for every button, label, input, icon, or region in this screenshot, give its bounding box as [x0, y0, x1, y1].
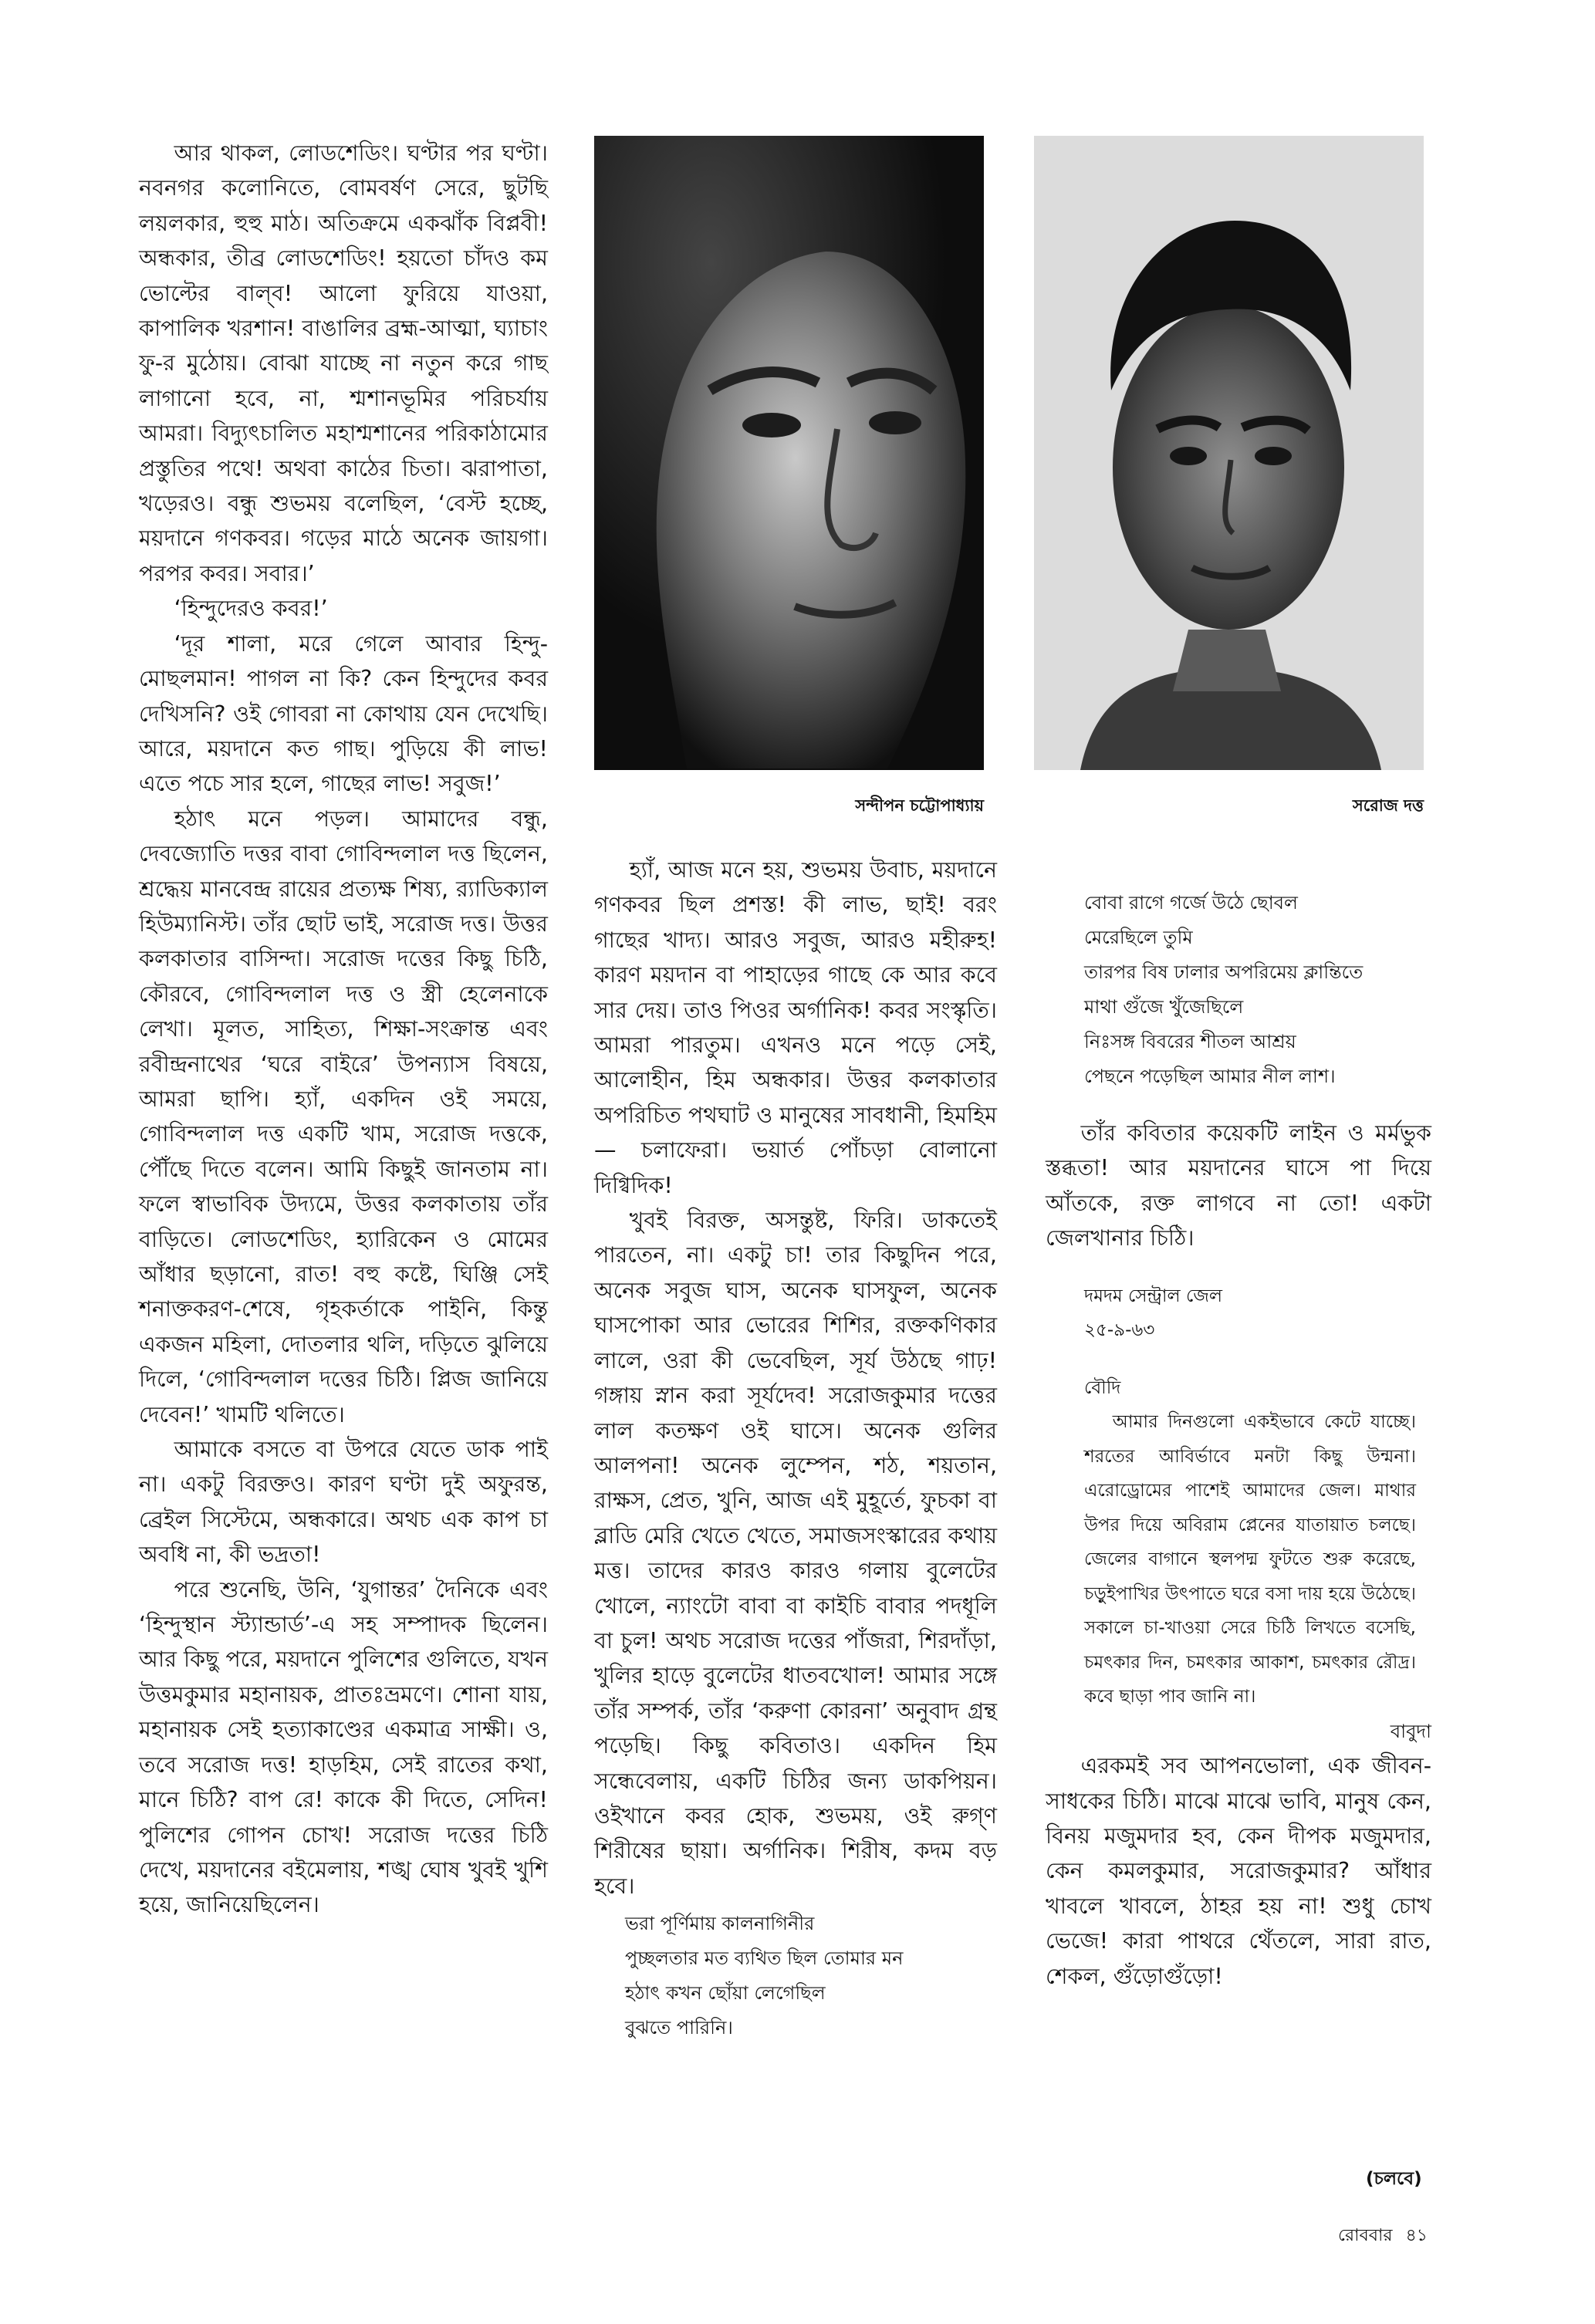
- portrait-photo-icon: [594, 136, 984, 770]
- paragraph: ‘হিন্দুদেরও কবর!’: [174, 596, 328, 622]
- paragraph: পরে শুনেছি, উনি, ‘যুগান্তর’ দৈনিকে এবং ‘হিন্দুস্থান স্ট্যান্ডার্ড’-এ সহ সম্পাদক ছিলেন। আর কিছু পরে, ময়দানে পুলিশের গুলিতে, যখন উত্তমকুমার মহানায়ক, প্রাতঃভ্রমণে। শোনা যায়, মহানায়ক সেই হত্যাকাণ্ডের একমাত্র সাক্ষী। ও, তবে সরোজ দত্ত! হাড়হিম, সেই রাতের কথা, মানে চিঠি? বাপ রে! কাকে কী দিতে, সেদিন! পুলিশের গোপন চোখ! সরোজ দত্তের চিঠি দেখে, ময়দানের বইমেলায়, শঙ্খ ঘোষ খুবই খুশি হয়ে, জানিয়েছিলেন।: [139, 1576, 548, 1918]
- page-footer: [1266, 2222, 1428, 2251]
- poem-line: পুচ্ছলতার মত ব্যথিত ছিল তোমার মন: [625, 1947, 904, 1970]
- paragraph: আমাকে বসতে বা উপরে যেতে ডাক পাই না। একটু বিরক্তও। কারণ ঘণ্টা দুই অফুরন্ত, ব্রেইল সিস্টেমে, অন্ধকারে। অথচ এক কাপ চা অবধি না, কী ভদ্রতা!: [139, 1437, 548, 1568]
- poem-line: তারপর বিষ ঢালার অপরিমেয় ক্লান্তিতে: [1084, 961, 1364, 983]
- poem-excerpt: [594, 1907, 997, 2045]
- poem-excerpt: [1046, 886, 1431, 1094]
- photo-caption: সন্দীপন চট্টোপাধ্যায়: [855, 796, 984, 815]
- poem-line: মেরেছিলে তুমি: [1084, 927, 1193, 948]
- continued-label: (চলবে): [1366, 2169, 1422, 2189]
- letter-address: দমদম সেন্ট্রাল জেল: [1084, 1285, 1223, 1306]
- letter-date: ২৫-৯-৬৩: [1084, 1320, 1155, 1341]
- portrait-photo-saroj: [1034, 136, 1424, 770]
- page-number: ৪১: [1405, 2226, 1428, 2245]
- poem-line: পেছনে পড়েছিল আমার নীল লাশ।: [1084, 1066, 1336, 1087]
- poem-line: হঠাৎ কখন ছোঁয়া লেগেছিল: [625, 1982, 826, 2005]
- paragraph: তাঁর কবিতার কয়েকটি লাইন ও মর্মভুক স্তব্ধতা! আর ময়দানের ঘাসে পা দিয়ে আঁতকে, রক্ত লাগবে না তো! একটা জেলখানার চিঠি।: [1046, 1120, 1431, 1252]
- paragraph: আর থাকল, লোডশেডিং। ঘণ্টার পর ঘণ্টা। নবনগর কলোনিতে, বোমবর্ষণ সেরে, ছুটছি লয়লকার, হুহু মাঠ। অতিক্রমে একঝাঁক বিপ্লবী! অন্ধকার, তীব্র লোডশেডিং! হয়তো চাঁদও কম ভোল্টের বাল্‌ব! আলো ফুরিয়ে যাওয়া, কাপালিক খরশান! বাঙালির ব্রহ্ম-আত্মা, ঘ্যাচাং ফু-র মুঠোয়। বোঝা যাচ্ছে না নতুন করে গাছ লাগানো হবে, না, শ্মশানভূমির পরিচর্যায় আমরা। বিদ্যুৎচালিত মহাশ্মশানের পরিকাঠামোর প্রস্তুতির পথে! অথবা কাঠের চিতা। ঝরাপাতা, খড়েরও। বন্ধু শুভময় বলেছিল, ‘বেস্ট হচ্ছে, ময়দানে গণকবর। গড়ের মাঠে অনেক জায়গা। পরপর কবর। সবার।’: [139, 140, 548, 586]
- poem-line: মাথা গুঁজে খুঁজেছিলে: [1084, 996, 1244, 1018]
- poem-line: বোবা রাগে গর্জে উঠে ছোবল: [1084, 892, 1298, 914]
- portrait-photo-icon: [1034, 136, 1424, 770]
- letter-salutation: বৌদি: [1084, 1377, 1121, 1398]
- portrait-photo-sandipan: [594, 136, 984, 770]
- paragraph: খুবই বিরক্ত, অসন্তুষ্ট, ফিরি। ডাকতেই পারতেন, না। একটু চা! তার কিছুদিন পরে, অনেক সবুজ ঘাস, অনেক ঘাসফুল, অনেক ঘাসপোকা আর ভোরের শিশির, রক্তকণিকার লালে, ওরা কী ভেবেছিল, সূর্য উঠছে গাঢ়! গঙ্গায় স্নান করা সূর্যদেব! সরোজকুমার দত্তের লাল কতক্ষণ ওই ঘাসে। অনেক গুলির আলপনা! অনেক লুম্পেন, শঠ, শয়তান, রাক্ষস, প্রেত, খুনি, আজ এই মুহূর্তে, ফুচকা বা ব্লাডি মেরি খেতে খেতে, সমাজসংস্কারের কথায় মত্ত। তাদের কারও কারও গলায় বুলেটের খোলে, ন্যাংটো বাবা বা কাইচি বাবার পদধূলি বা চুল! অথচ সরোজ দত্তের পাঁজরা, শিরদাঁড়া, খুলির হাড়ে বুলেটের ধাতবখোল! আমার সঙ্গে তাঁর সম্পর্ক, তাঁর ‘করুণা কোরনা’ অনুবাদ গ্রন্থ পড়েছি। কিছু কবিতাও। একদিন হিম সন্ধেবেলায়, একটি চিঠির জন্য ডাকপিয়ন। ওইখানে কবর হোক, শুভময়, ওই রুগ্‌ণ শিরীষের ছায়া। অর্গানিক। শিরীষ, কদম বড় হবে।: [594, 1208, 997, 1899]
- article-column-1: [139, 136, 548, 1923]
- jail-letter: [1046, 1279, 1431, 1749]
- poem-line: নিঃসঙ্গ বিবরের শীতল আশ্রয়: [1084, 1031, 1296, 1052]
- magazine-name: রোববার: [1338, 2226, 1393, 2245]
- article-column-2: [594, 853, 997, 2045]
- paragraph: ‘দূর শালা, মরে গেলে আবার হিন্দু-মোছলমান! পাগল না কি? কেন হিন্দুদের কবর দেখিসনি? ওই গোবরা না কোথায় যেন দেখেছি। আরে, ময়দানে কত গাছ। পুড়িয়ে কী লাভ! এতে পচে সার হলে, গাছের লাভ! সবুজ!’: [139, 630, 548, 797]
- article-column-3: [1046, 886, 1431, 1994]
- letter-body: আমার দিনগুলো একইভাবে কেটে যাচ্ছে। শরতের আবির্ভাবে মনটা কিছু উন্মনা। এরোড্রোমের পাশেই আমাদের জেল। মাথার উপর দিয়ে অবিরাম প্লেনের যাতায়াত চলছে। জেলের বাগানে স্থলপদ্ম ফুটতে শুরু করেছে, চড়ুইপাখির উৎপাতে ঘরে বসা দায় হয়ে উঠেছে। সকালে চা-খাওয়া সেরে চিঠি লিখতে বসেছি, চমৎকার দিন, চমৎকার আকাশ, চমৎকার রৌদ্র। কবে ছাড়া পাব জানি না।: [1084, 1412, 1416, 1708]
- paragraph: এরকমই সব আপনভোলা, এক জীবন-সাধকের চিঠি। মাঝে মাঝে ভাবি, মানুষ কেন, বিনয় মজুমদার হব, কেন দীপক মজুমদার, কেন কমলকুমার, সরোজকুমার? আঁধার খাবলে খাবলে, ঠাহর হয় না! শুধু চোখ ভেজে! কারা পাথরে থেঁতলে, সারা রাত, শেকল, গুঁড়োগুঁড়ো!: [1046, 1753, 1431, 1989]
- letter-signature: বাবুদা: [1390, 1720, 1431, 1742]
- photo-caption: সরোজ দত্ত: [1352, 796, 1424, 815]
- poem-line: ভরা পূর্ণিমায় কালনাগিনীর: [625, 1913, 815, 1935]
- paragraph: হঠাৎ মনে পড়ল। আমাদের বন্ধু, দেবজ্যোতি দত্তর বাবা গোবিন্দলাল দত্ত ছিলেন, শ্রদ্ধেয় মানবেন্দ্র রায়ের প্রত্যক্ষ শিষ্য, র‍্যাডিক্যাল হিউম্যানিস্ট। তাঁর ছোট ভাই, সরোজ দত্ত। উত্তর কলকাতার বাসিন্দা। সরোজ দত্তের কিছু চিঠি, কৌরবে, গোবিন্দলাল দত্ত ও স্ত্রী হেলেনাকে লেখা। মূলত, সাহিত্য, শিক্ষা-সংক্রান্ত এবং রবীন্দ্রনাথের ‘ঘরে বাইরে’ উপন্যাস বিষয়ে, আমরা ছাপি। হ্যাঁ, একদিন ওই সময়ে, গোবিন্দলাল দত্ত একটি খাম, সরোজ দত্তকে, পৌঁছে দিতে বলেন। আমি কিছুই জানতাম না। ফলে স্বাভাবিক উদ্যমে, উত্তর কলকাতায় তাঁর বাড়িতে। লোডশেডিং, হ্যারিকেন ও মোমের আঁধার ছড়ানো, রাত! বহু কষ্টে, ঘিঞ্জি সেই শনাক্তকরণ-শেষে, গৃহকর্তাকে পাইনি, কিন্তু একজন মহিলা, দোতলার থলি, দড়িতে ঝুলিয়ে দিলে, ‘গোবিন্দলাল দত্তের চিঠি। প্লিজ জানিয়ে দেবেন!’ খামটি থলিতে।: [139, 806, 548, 1427]
- poem-line: বুঝতে পারিনি।: [625, 2017, 733, 2039]
- paragraph: হ্যাঁ, আজ মনে হয়, শুভময় উবাচ, ময়দানে গণকবর ছিল প্রশস্ত! কী লাভ, ছাই! বরং গাছের খাদ্য। আরও সবুজ, আরও মহীরুহ! কারণ ময়দান বা পাহাড়ের গাছে কে আর কবে সার দেয়। তাও পিওর অর্গানিক! কবর সংস্কৃতি। আমরা পারতুম। এখনও মনে পড়ে সেই, আলোহীন, হিম অন্ধকার। উত্তর কলকাতার অপরিচিত পথঘাট ও মানুষের সাবধানী, হিমহিম— চলাফেরা। ভয়ার্ত পোঁচড়া বোলানো দিগ্বিদিক!: [594, 857, 997, 1198]
